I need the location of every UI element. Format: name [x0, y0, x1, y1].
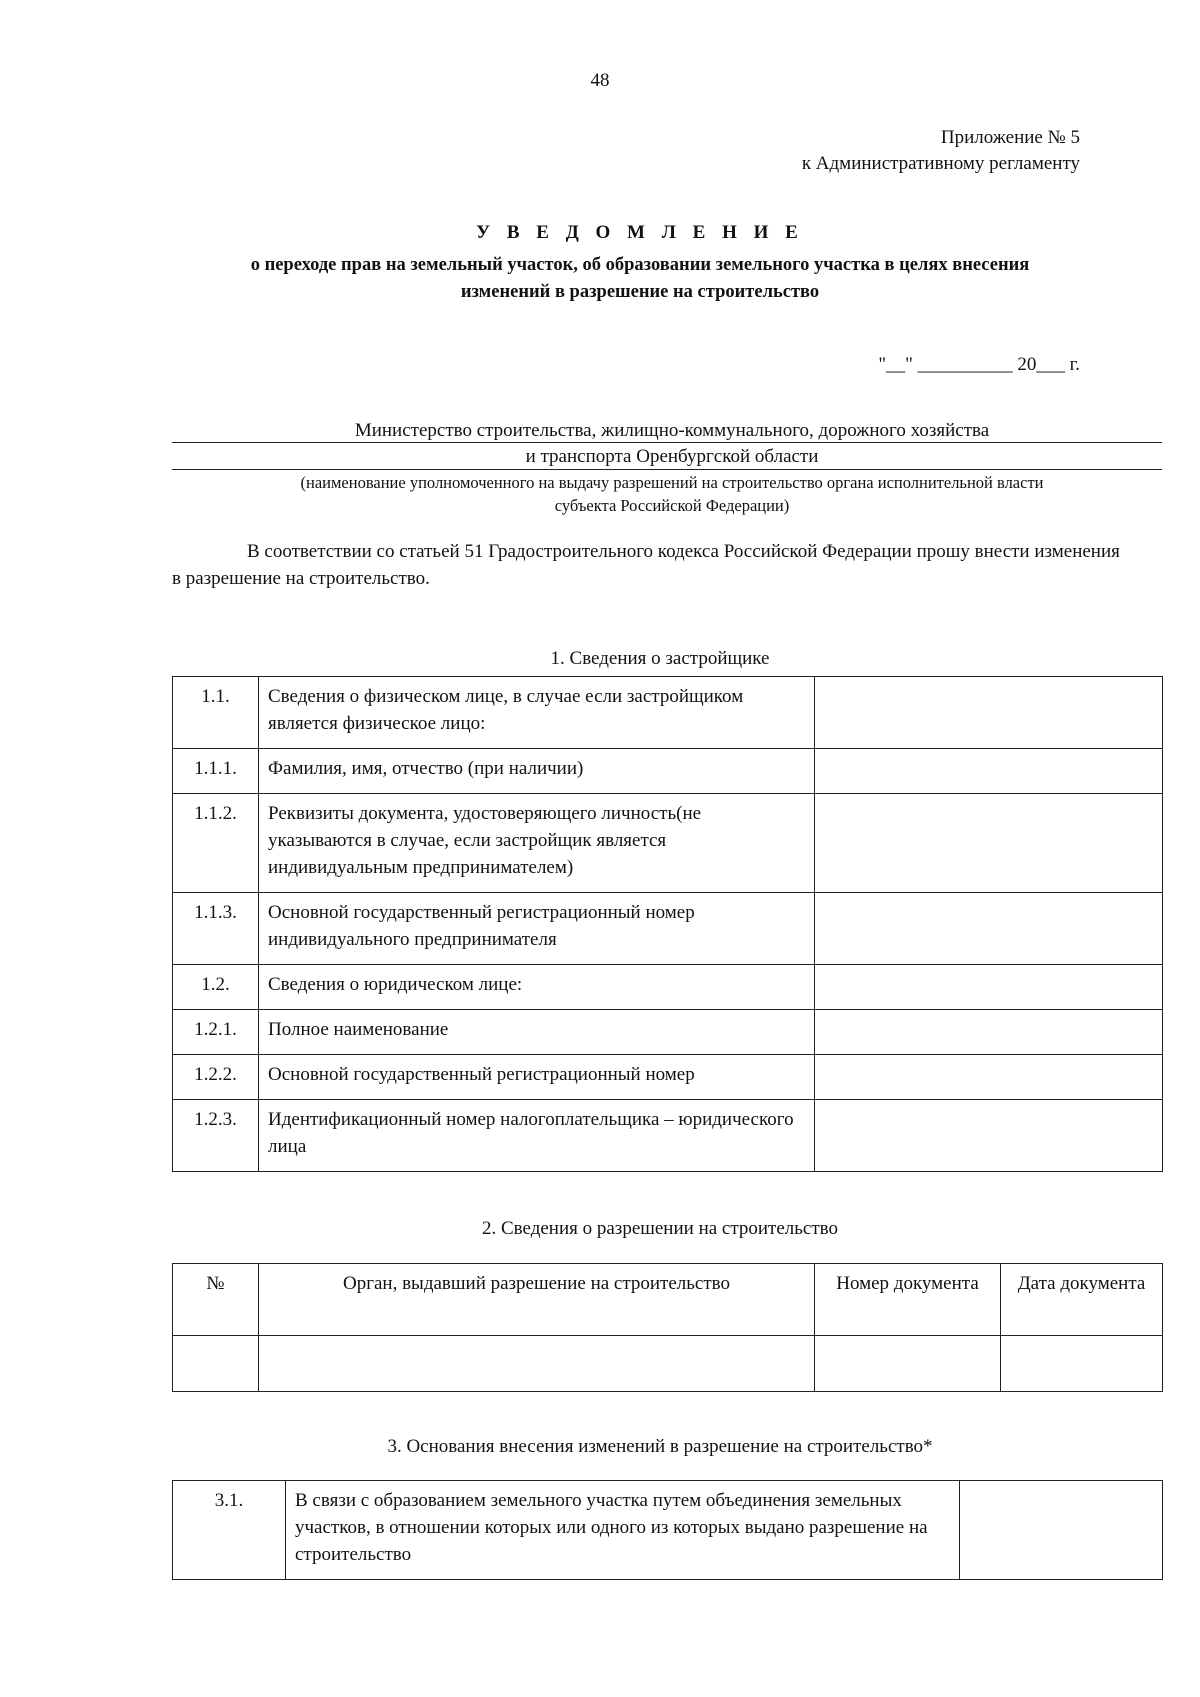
row-value-cell[interactable] [815, 965, 1163, 1010]
row-number: 1.1.1. [173, 749, 259, 794]
header-document-date: Дата документа [1001, 1264, 1163, 1336]
row-label: Полное наименование [259, 1010, 815, 1055]
document-number-cell[interactable] [815, 1336, 1001, 1392]
row-label: Основной государственный регистрационный номер [259, 1055, 815, 1100]
row-label: Реквизиты документа, удостоверяющего личность(не указываются в случае, если застройщик является индивидуальным предпринимателем) [259, 794, 815, 893]
row-value-cell[interactable] [815, 1010, 1163, 1055]
section-2-title: 2. Сведения о разрешении на строительство [481, 1218, 839, 1239]
page-number: 48 [590, 70, 610, 91]
subtitle-line-2: изменений в разрешение на строительство [460, 282, 820, 302]
row-number: 3.1. [173, 1481, 286, 1580]
row-number: 1.2.2. [173, 1055, 259, 1100]
appendix-line-1: Приложение № 5 [940, 127, 1080, 148]
appendix-line-2: к Административному регламенту [801, 153, 1080, 174]
row-label: В связи с образованием земельного участка путем объединения земельных участков, в отношении которых или одного из которых выдано разрешение на строительство [286, 1481, 960, 1580]
document-title: У В Е Д О М Л Е Н И Е [476, 222, 804, 243]
row-value-cell[interactable] [815, 893, 1163, 965]
row-label: Фамилия, имя, отчество (при наличии) [259, 749, 815, 794]
header-issuing-authority: Орган, выдавший разрешение на строительство [259, 1264, 815, 1336]
table-row [173, 965, 1163, 1010]
section-2-table [172, 1263, 1163, 1392]
row-label: Основной государственный регистрационный номер индивидуального предпринимателя [259, 893, 815, 965]
table-header-row [173, 1264, 1163, 1336]
intro-paragraph: В соответствии со статьей 51 Градостроительного кодекса Российской Федерации прошу внести изменения в разрешение на строительство. [172, 541, 1120, 589]
table-row [173, 1055, 1163, 1100]
row-value-cell[interactable] [815, 1055, 1163, 1100]
document-subtitle [160, 252, 1120, 306]
row-label: Сведения о физическом лице, в случае если застройщиком является физическое лицо: [259, 677, 815, 749]
issuing-authority-cell[interactable] [259, 1336, 815, 1392]
row-label: Идентификационный номер налогоплательщика – юридического лица [259, 1100, 815, 1172]
row-number: 1.1. [173, 677, 259, 749]
row-number: 1.2. [173, 965, 259, 1010]
authority-line-1: Министерство строительства, жилищно-коммунального, дорожного хозяйства [354, 420, 990, 441]
row-number: 1.2.3. [173, 1100, 259, 1172]
table-row [173, 1100, 1163, 1172]
number-cell[interactable] [173, 1336, 259, 1392]
row-number: 1.1.3. [173, 893, 259, 965]
section-3-table [172, 1480, 1163, 1580]
authority-line-2: и транспорта Оренбургской области [525, 446, 819, 467]
header-document-number: Номер документа [815, 1264, 1001, 1336]
table-row [173, 1010, 1163, 1055]
table-row [173, 677, 1163, 749]
row-value-cell[interactable] [815, 749, 1163, 794]
appendix-reference [802, 125, 1080, 177]
authority-underline-2 [172, 469, 1162, 470]
document-date-cell[interactable] [1001, 1336, 1163, 1392]
authority-caption [172, 471, 1172, 517]
authority-underline-1 [172, 442, 1162, 443]
row-label: Сведения о юридическом лице: [259, 965, 815, 1010]
date-field[interactable]: "__" __________ 20___ г. [878, 354, 1080, 375]
section-3-title: 3. Основания внесения изменений в разрешение на строительство* [387, 1436, 933, 1457]
authority-caption-line-2: субъекта Российской Федерации) [554, 496, 790, 515]
row-value-cell[interactable] [815, 677, 1163, 749]
table-row [173, 1481, 1163, 1580]
table-row [173, 794, 1163, 893]
row-number: 1.1.2. [173, 794, 259, 893]
subtitle-line-1: о переходе прав на земельный участок, об образовании земельного участка в целях внесения [250, 255, 1030, 275]
authority-caption-line-1: (наименование уполномоченного на выдачу разрешений на строительство органа исполнительной власти [300, 473, 1044, 492]
row-value-cell[interactable] [815, 794, 1163, 893]
row-value-cell[interactable] [960, 1481, 1163, 1580]
authority-name [172, 418, 1172, 470]
table-row [173, 1336, 1163, 1392]
row-value-cell[interactable] [815, 1100, 1163, 1172]
section-1-title: 1. Сведения о застройщике [550, 648, 770, 669]
header-number: № [173, 1264, 259, 1336]
table-row [173, 893, 1163, 965]
table-row [173, 749, 1163, 794]
section-1-table [172, 676, 1163, 1172]
row-number: 1.2.1. [173, 1010, 259, 1055]
